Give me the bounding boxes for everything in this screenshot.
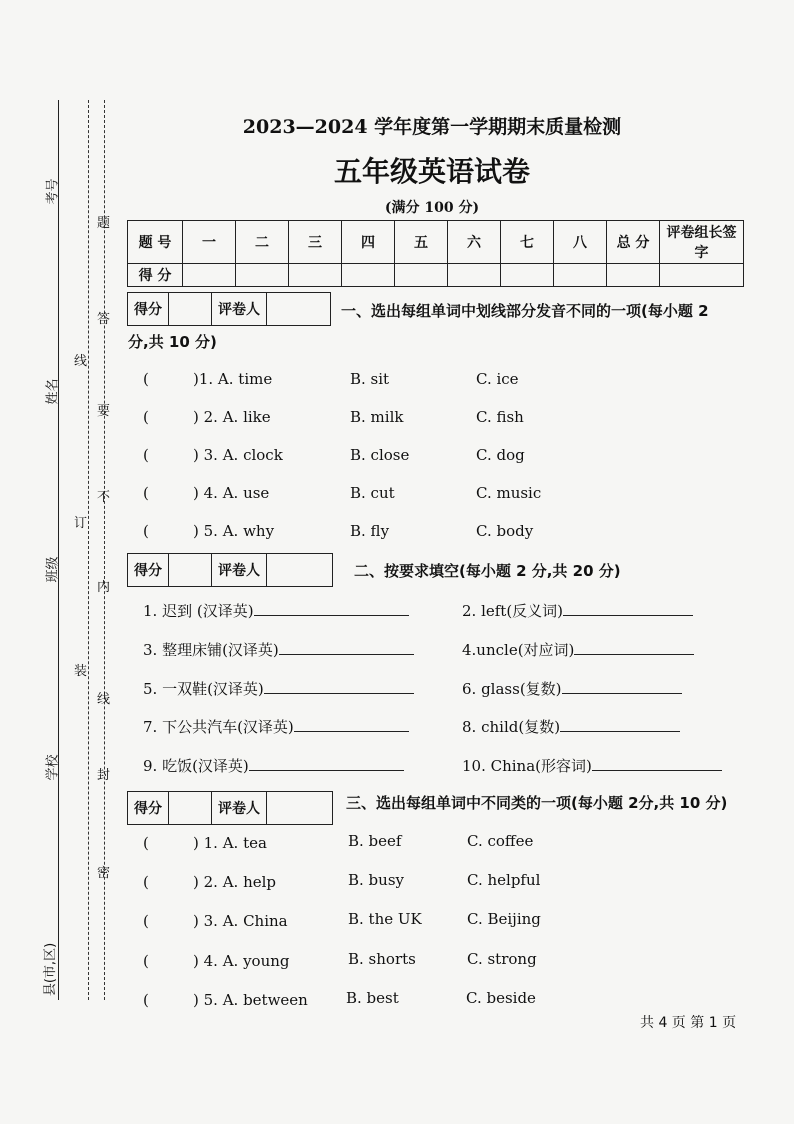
section3-title: 三、选出每组单词中不同类的一项(每小题 2分,共 10 分) — [346, 794, 728, 812]
fill-item-1: 1. 迟到 (汉译英) — [143, 600, 409, 621]
score-cell[interactable] — [236, 264, 289, 287]
answer-paren-open[interactable]: ( — [143, 991, 149, 1009]
score-cell[interactable] — [660, 264, 744, 287]
year-title: 2023—2024 学年度第一学期期末质量检测 — [242, 116, 622, 138]
answer-paren-open[interactable]: ( — [143, 952, 149, 970]
score-header-cell: 六 — [448, 221, 501, 264]
grader-score-label: 得分 — [128, 792, 169, 824]
fill-item-4: 4.uncle(对应词) — [462, 639, 694, 660]
grader-name-cell[interactable] — [267, 792, 332, 824]
grader-name-label: 评卷人 — [212, 293, 267, 325]
score-cell[interactable] — [554, 264, 607, 287]
field-school-label: 学校 — [45, 754, 61, 781]
score-header-cell: 三 — [289, 221, 342, 264]
warning-word-8: 密 — [97, 866, 111, 881]
score-header-cell: 七 — [501, 221, 554, 264]
dotted-word-zhuang: 装 — [74, 664, 88, 679]
answer-paren-open[interactable]: ( — [143, 522, 149, 540]
s3-question-4-b: B. shorts — [348, 950, 416, 968]
grader-score-cell[interactable] — [169, 792, 212, 824]
question-3-c: C. dog — [476, 446, 525, 464]
s3-question-3-c: C. Beijing — [467, 910, 541, 928]
dotted-word-xian: 线 — [74, 354, 88, 369]
s3-question-2-a: ) 2. A. help — [193, 873, 277, 891]
answer-blank[interactable] — [294, 717, 409, 732]
question-5-a: ) 5. A. why — [193, 522, 275, 540]
answer-blank[interactable] — [562, 679, 682, 694]
binding-solid-line — [58, 100, 59, 1000]
s3-question-2-c: C. helpful — [467, 871, 541, 889]
s3-question-1-a: ) 1. A. tea — [193, 834, 267, 852]
question-1-b: B. sit — [350, 370, 390, 388]
s3-question-3-b: B. the UK — [348, 910, 422, 928]
full-score-note: (满分 100 分) — [384, 200, 480, 216]
section1-title-cont: 分,共 10 分) — [128, 333, 217, 351]
fill-item-9: 9. 吃饭(汉译英) — [143, 755, 404, 776]
question-1-a: )1. A. time — [193, 370, 273, 388]
score-cell[interactable] — [448, 264, 501, 287]
question-4-c: C. music — [476, 484, 542, 502]
s3-question-1-c: C. coffee — [467, 832, 534, 850]
fill-item-2: 2. left(反义词) — [462, 600, 693, 621]
answer-paren-open[interactable]: ( — [143, 446, 149, 464]
s3-question-2-b: B. busy — [348, 871, 404, 889]
answer-blank[interactable] — [574, 640, 694, 655]
answer-blank[interactable] — [264, 679, 414, 694]
answer-paren-open[interactable]: ( — [143, 370, 149, 388]
score-header-cell: 总 分 — [607, 221, 660, 264]
warning-word-1: 题 — [97, 216, 111, 231]
fill-item-6: 6. glass(复数) — [462, 678, 682, 699]
grader-name-label: 评卷人 — [212, 792, 267, 824]
section1-title: 一、选出每组单词中划线部分发音不同的一项(每小题 2 — [341, 302, 709, 320]
score-cell[interactable] — [501, 264, 554, 287]
fill-item-5: 5. 一双鞋(汉译英) — [143, 678, 414, 699]
warning-word-3: 要 — [97, 404, 111, 419]
warning-word-7: 封 — [97, 768, 111, 783]
answer-paren-open[interactable]: ( — [143, 484, 149, 502]
score-header-cell: 一 — [183, 221, 236, 264]
score-cell[interactable] — [342, 264, 395, 287]
warning-word-4: 不 — [97, 490, 111, 505]
score-header-cell: 四 — [342, 221, 395, 264]
score-cell[interactable] — [607, 264, 660, 287]
fill-item-3: 3. 整理床铺(汉译英) — [143, 639, 414, 660]
score-header-cell: 评卷组长签字 — [660, 221, 744, 264]
score-row-label: 得 分 — [128, 264, 183, 287]
score-cell[interactable] — [395, 264, 448, 287]
question-5-c: C. body — [476, 522, 534, 540]
section2-title: 二、按要求填空(每小题 2 分,共 20 分) — [354, 562, 621, 580]
score-header-cell: 八 — [554, 221, 607, 264]
question-1-c: C. ice — [476, 370, 519, 388]
warning-word-6: 线 — [97, 692, 111, 707]
score-cell[interactable] — [289, 264, 342, 287]
fill-item-8: 8. child(复数) — [462, 716, 680, 737]
s3-question-1-b: B. beef — [348, 832, 402, 850]
answer-paren-open[interactable]: ( — [143, 408, 149, 426]
s3-question-4-c: C. strong — [467, 950, 537, 968]
warning-word-5: 内 — [97, 580, 111, 595]
score-header-cell: 五 — [395, 221, 448, 264]
grader-name-label: 评卷人 — [212, 554, 267, 586]
s3-question-5-c: C. beside — [466, 989, 536, 1007]
binding-dotted-line — [88, 100, 89, 1000]
score-table-header-row — [128, 221, 744, 264]
answer-blank[interactable] — [249, 756, 404, 771]
score-header-cell: 二 — [236, 221, 289, 264]
dotted-word-ding: 订 — [74, 516, 88, 531]
question-3-b: B. close — [350, 446, 410, 464]
field-class-label: 班级 — [45, 556, 61, 583]
answer-blank[interactable] — [279, 640, 414, 655]
answer-blank[interactable] — [254, 601, 409, 616]
warning-word-2: 答 — [97, 312, 111, 327]
fill-item-7: 7. 下公共汽车(汉译英) — [143, 716, 409, 737]
answer-blank[interactable] — [563, 601, 693, 616]
grader-box — [127, 553, 333, 587]
field-exam-number-label: 考号 — [45, 178, 61, 205]
answer-paren-open[interactable]: ( — [143, 912, 149, 930]
question-3-a: ) 3. A. clock — [193, 446, 283, 464]
answer-paren-open[interactable]: ( — [143, 873, 149, 891]
score-table — [127, 220, 744, 287]
answer-blank[interactable] — [560, 717, 680, 732]
grader-score-cell[interactable] — [169, 293, 212, 325]
grader-box — [127, 292, 331, 326]
grader-score-label: 得分 — [128, 554, 169, 586]
grader-score-label: 得分 — [128, 293, 169, 325]
question-4-b: B. cut — [350, 484, 395, 502]
grader-box — [127, 791, 333, 825]
answer-paren-open[interactable]: ( — [143, 834, 149, 852]
score-header-cell: 题 号 — [128, 221, 183, 264]
field-name-label: 姓名 — [45, 378, 61, 405]
answer-blank[interactable] — [592, 756, 722, 771]
grader-score-cell[interactable] — [169, 554, 212, 586]
s3-question-4-a: ) 4. A. young — [193, 952, 290, 970]
field-county-label: 县(市,区) — [43, 942, 59, 997]
question-4-a: ) 4. A. use — [193, 484, 270, 502]
question-5-b: B. fly — [350, 522, 390, 540]
s3-question-5-a: ) 5. A. between — [193, 991, 308, 1009]
exam-title: 五年级英语试卷 — [333, 155, 530, 188]
score-cell[interactable] — [183, 264, 236, 287]
question-2-c: C. fish — [476, 408, 524, 426]
s3-question-3-a: ) 3. A. China — [193, 912, 288, 930]
page-info: 共 4 页 第 1 页 — [640, 1015, 737, 1031]
question-2-a: ) 2. A. like — [193, 408, 271, 426]
score-table-score-row — [128, 264, 744, 287]
s3-question-5-b: B. best — [346, 989, 399, 1007]
grader-name-cell[interactable] — [267, 554, 332, 586]
grader-name-cell[interactable] — [267, 293, 330, 325]
question-2-b: B. milk — [350, 408, 404, 426]
fill-item-10: 10. China(形容词) — [462, 755, 722, 776]
